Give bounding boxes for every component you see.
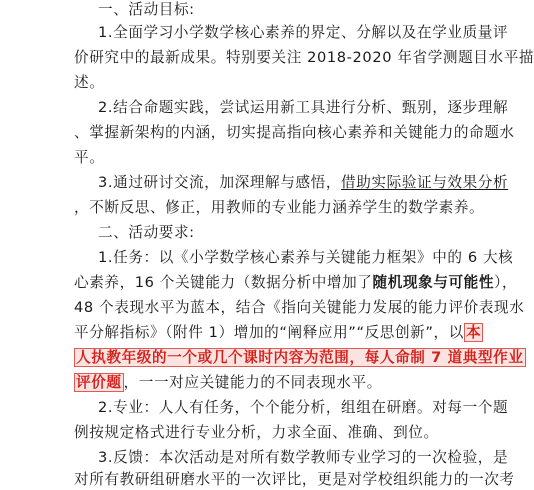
section-heading-goals: 一、活动目标: <box>98 1 195 18</box>
req-1-line-4-text: 平分解指标》（附件 1）增加的“阐释应用”“反思创新”，以 <box>74 324 464 341</box>
req-1-text-end: ）， <box>494 274 518 291</box>
section-heading-requirements: 二、活动要求: <box>98 224 195 241</box>
req-1-text: 心素养，16 个关键能力（数据分析中增加了 <box>74 274 373 291</box>
goal-3-text: 3.通过研讨交流，加深理解与感悟， <box>98 174 342 191</box>
goal-1-line-1: 1.全面学习小学数学核心素养的界定、分解以及在学业质量评 <box>98 24 509 41</box>
req-1-bold-text: 随机现象与可能性 <box>372 274 495 291</box>
req-2-line-2: 例按规定格式进行专业分析，力求全面、准确、到位。 <box>74 424 439 441</box>
highlighted-requirement: 本 <box>465 324 482 341</box>
highlighted-requirement: 人执教年级的一个或几个课时内容为范围，每人命制 7 道典型作业 <box>76 349 524 366</box>
highlighted-requirement: 评价题 <box>76 374 122 391</box>
goal-2-line-3: 平。 <box>74 149 105 166</box>
goal-1-line-3: 述。 <box>74 74 105 91</box>
req-3-line-1: 3.反馈：本次活动是对所有数学教师专业学习的一次检验，是 <box>98 449 509 466</box>
req-1-line-6-text: ，一一对应关键能力的不同表现水平。 <box>123 374 382 391</box>
req-3-line-2: 对所有教研组研磨水平的一次评比，更是对学校组织能力的一次考 <box>74 471 515 488</box>
req-1-line-5 <box>74 348 524 368</box>
goal-1-line-2: 价研究中的最新成果。特别要关注 2018-2020 年省学测题目水平描 <box>74 49 534 66</box>
goal-2-line-1: 2.结合命题实践，尝试运用新工具进行分析、甄别，逐步理解 <box>98 99 509 116</box>
req-2-line-1: 2.专业：人人有任务，个个能分析，组组在研磨。对每一个题 <box>98 399 509 416</box>
req-1-line-2 <box>74 273 518 293</box>
req-1-line-1: 1.任务：以《小学数学核心素养与关键能力框架》中的 6 大核 <box>98 249 514 266</box>
goal-3-line-1 <box>98 173 509 193</box>
goal-3-line-2: ，不断反思、修正，用教师的专业能力涵养学生的数学素养。 <box>74 199 485 216</box>
req-1-line-3: 48 个表现水平为蓝本，结合《指向关键能力发展的能力评价表现水 <box>74 299 525 316</box>
req-1-line-4 <box>74 323 482 343</box>
req-1-line-6 <box>74 373 444 393</box>
goal-2-line-2: 、掌握新架构的内涵，切实提高指向核心素养和关键能力的命题水 <box>74 124 515 141</box>
goal-3-underlined-text: 借助实际验证与效果分析 <box>341 174 509 191</box>
